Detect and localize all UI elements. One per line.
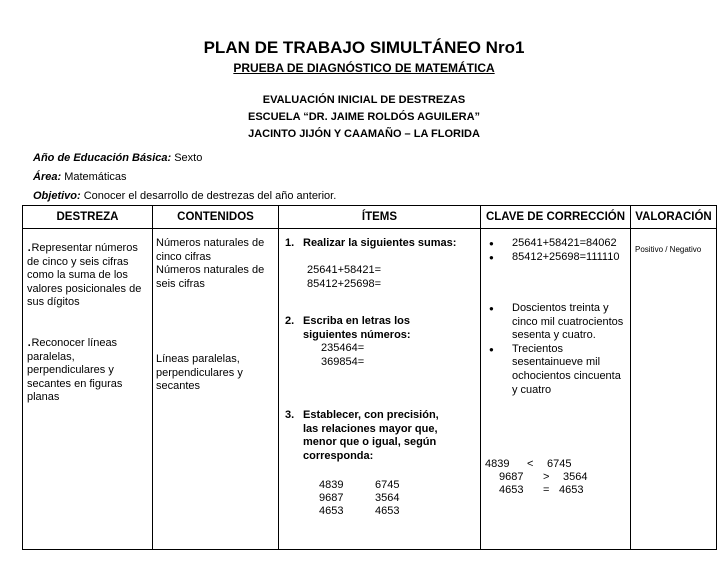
comparison-sign: < [527,458,534,470]
item-text: Realizar la siguientes sumas: [303,237,457,249]
header-contenidos: CONTENIDOS [153,206,279,229]
objective-line [33,190,336,202]
year-value: Sexto [174,152,203,164]
item-3-left: 4839 [319,479,344,491]
comparison-left: 9687 [499,471,524,483]
item-3-right: 6745 [375,479,400,491]
clave-word: ● Trecientos sesentainueve mil ochocientos cincuenta y cuatro [489,343,629,397]
school-location: JACINTO JIJÓN Y CAAMAÑO – LA FLORIDA [248,128,480,140]
clave-sums [489,237,629,264]
clave-cell [481,229,631,550]
contenido-3: Líneas paralelas, perpendiculares y secantes [156,353,243,393]
table-row [23,229,717,550]
comparison-left: 4653 [499,484,524,496]
item-2-line: 235464= [321,342,365,354]
items-cell [279,229,481,550]
destreza-2: .Reconocer líneas paralelas, perpendiculares y secantes en figuras planas [27,333,123,404]
clave-words [489,302,629,397]
item-2-line: 369854= [321,356,365,368]
item-text: Establecer, con precisión, las relaciones mayor que, menor que o igual, según corresponda: [303,409,439,462]
clave-word: ● Doscientos treinta y cinco mil cuatrocientos sesenta y cuatro. [489,302,629,343]
comparison-left: 4839 [485,458,510,470]
header-clave: CLAVE DE CORRECCIÓN [481,206,631,229]
item-number: 3. [285,409,295,421]
comparison-sign: = [543,484,550,496]
clave-comparisons [485,458,625,503]
item-text: Escriba en letras los siguientes números: [303,315,411,341]
clave-sum: ● 25641+58421=84062 [489,237,629,251]
document-subtitle: PRUEBA DE DIAGNÓSTICO DE MATEMÁTICA [233,61,495,75]
contenido-2: Números naturales de seis cifras [156,264,265,290]
comparison-sign: > [543,471,550,483]
contenidos-cell [153,229,279,550]
year-label: Año de Educación Básica: [33,152,172,164]
area-label: Área: [33,171,62,183]
header-valoracion: VALORACIÓN [631,206,717,229]
item-3-right: 4653 [375,505,400,517]
plan-table [22,205,717,550]
comparison-right: 4653 [559,484,584,496]
bullet-icon: . [27,333,32,350]
item-number: 2. [285,315,295,327]
valoracion-cell [631,229,717,550]
comparison-right: 3564 [563,471,588,483]
item-number: 1. [285,237,295,249]
item-1-line: 25641+58421= [307,264,382,276]
area-value: Matemáticas [64,171,127,183]
item-3-left: 9687 [319,492,344,504]
header-items: ÍTEMS [279,206,481,229]
clave-sum: ● 85412+25698=111110 [489,251,629,265]
header-destreza: DESTREZA [23,206,153,229]
year-line [33,152,202,164]
destreza-1: .Representar números de cinco y seis cifras como la suma de los valores posicionales de sus dígitos [27,238,142,309]
item-3-left: 4653 [319,505,344,517]
area-line [33,171,127,183]
item-3-right: 3564 [375,492,400,504]
bullet-icon: . [27,238,32,255]
table-header-row [23,206,717,229]
contenido-1: Números naturales de cinco cifras [156,237,265,263]
document-title: PLAN DE TRABAJO SIMULTÁNEO Nro1 [203,38,525,57]
objective-label: Objetivo: [33,190,81,202]
valoracion-text: Positivo / Negativo [635,245,702,254]
school-name: ESCUELA “DR. JAIME ROLDÓS AGUILERA” [247,111,481,123]
destreza-cell [23,229,153,550]
objective-value: Conocer el desarrollo de destrezas del año anterior. [83,190,337,202]
evaluation-heading: EVALUACIÓN INICIAL DE DESTREZAS [262,94,466,106]
item-1-line: 85412+25698= [307,278,382,290]
comparison-right: 6745 [547,458,572,470]
